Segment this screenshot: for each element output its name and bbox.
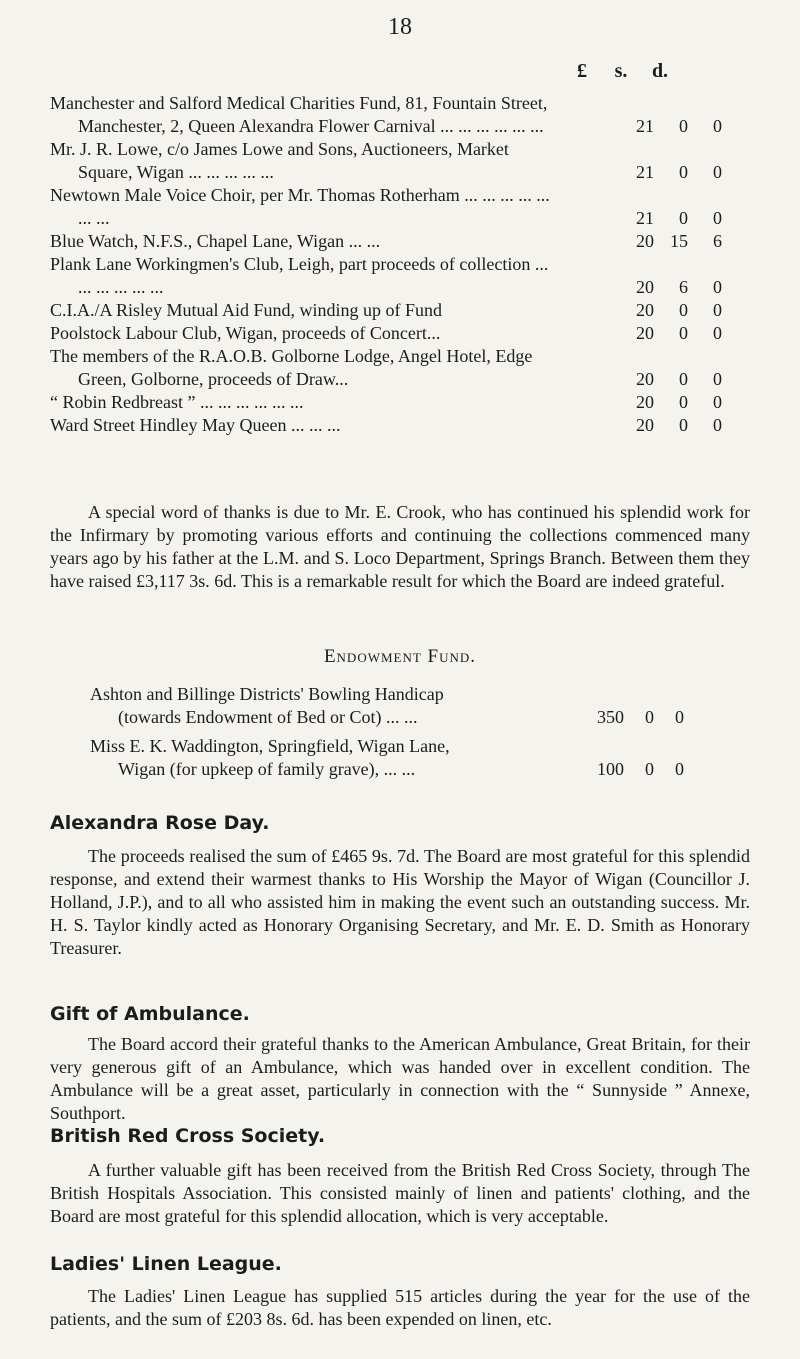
amount-shillings: 0 — [679, 369, 688, 389]
donation-row — [50, 253, 750, 299]
amount-pounds: 20 — [636, 415, 654, 435]
rose-day-paragraph — [50, 845, 750, 960]
endowment-text: Ashton and Billinge Districts' Bowling Handicap (towards Endowment of Bed or Cot) ... ... — [90, 684, 444, 727]
linen-league-text: The Ladies' Linen League has supplied 515 articles during the year for the use of the patients, and the sum of £203 8s. 6d. has been expended on linen, etc. — [50, 1286, 750, 1329]
amount-shillings: 0 — [645, 707, 654, 727]
amount-shillings: 0 — [679, 300, 688, 320]
amount-shillings: 0 — [679, 415, 688, 435]
donation-row — [50, 92, 750, 138]
donation-text: The members of the R.A.O.B. Golborne Lodge, Angel Hotel, Edge Green, Golborne, proceeds of Draw... — [50, 346, 533, 389]
amount-pence: 0 — [713, 392, 722, 412]
donation-row — [50, 345, 750, 391]
endowment-heading: Endowment Fund. — [323, 646, 477, 667]
donation-text: “ Robin Redbreast ” ... ... ... ... ... ... — [50, 392, 304, 412]
ambulance-paragraph — [50, 1033, 750, 1125]
page-number: 18 — [388, 14, 412, 40]
amount-pence: 0 — [675, 707, 684, 727]
amount-shillings: 15 — [670, 231, 688, 251]
amount-pounds: 350 — [597, 707, 624, 727]
donation-text: Manchester and Salford Medical Charities Fund, 81, Fountain Street, Manchester, 2, Queen Alexandra Flower Carnival ... ... ... ... ... ... — [50, 93, 548, 136]
donation-text: C.I.A./A Risley Mutual Aid Fund, winding up of Fund — [50, 300, 443, 320]
red-cross-paragraph — [50, 1159, 750, 1228]
donation-text: Poolstock Labour Club, Wigan, proceeds of Concert... — [50, 323, 441, 343]
amount-pounds: 20 — [636, 369, 654, 389]
donation-row — [50, 322, 750, 345]
donation-text: Ward Street Hindley May Queen ... ... ... — [50, 415, 341, 435]
amount-shillings: 0 — [679, 116, 688, 136]
donation-row — [50, 230, 750, 253]
shillings-header: s. — [614, 60, 628, 82]
donation-text: Plank Lane Workingmen's Club, Leigh, part proceeds of collection ... ... ... ... ... ... — [50, 254, 549, 297]
amount-shillings: 0 — [679, 323, 688, 343]
amount-pence: 0 — [713, 300, 722, 320]
amount-pence: 0 — [713, 323, 722, 343]
amount-pounds: 20 — [636, 323, 654, 343]
pence-header: d. — [651, 60, 669, 82]
endowment-row — [90, 735, 730, 781]
pounds-header: £ — [577, 60, 587, 82]
donation-row — [50, 414, 750, 437]
donation-row — [50, 299, 750, 322]
amount-shillings: 6 — [679, 277, 688, 297]
linen-league-heading: Ladies' Linen League. — [50, 1253, 282, 1275]
amount-shillings: 0 — [679, 208, 688, 228]
currency-header — [564, 60, 704, 83]
ambulance-heading: Gift of Ambulance. — [50, 1003, 250, 1025]
amount-pounds: 20 — [636, 277, 654, 297]
amount-pounds: 20 — [636, 231, 654, 251]
amount-shillings: 0 — [645, 759, 654, 779]
amount-pence: 0 — [713, 162, 722, 182]
amount-pence: 0 — [713, 369, 722, 389]
donation-text: Newtown Male Voice Choir, per Mr. Thomas Rotherham ... ... ... ... ... ... ... — [50, 185, 550, 228]
donation-text: Blue Watch, N.F.S., Chapel Lane, Wigan ... ... — [50, 231, 381, 251]
amount-pence: 6 — [713, 231, 722, 251]
amount-pounds: 100 — [597, 759, 624, 779]
amount-pence: 0 — [713, 116, 722, 136]
ambulance-text: The Board accord their grateful thanks to the American Ambulance, Great Britain, for their very generous gift of an Ambulance, which was handed over in excellent condition. The Ambulance will be a great asset, particularly in connection with the “ Sunnyside ” Annexe, Southport. — [50, 1034, 750, 1123]
amount-pounds: 21 — [636, 162, 654, 182]
amount-pence: 0 — [713, 277, 722, 297]
amount-pence: 0 — [675, 759, 684, 779]
donation-row — [50, 391, 750, 414]
thanks-paragraph — [50, 501, 750, 593]
rose-day-text: The proceeds realised the sum of £465 9s. 7d. The Board are most grateful for this splendid response, and extend their warmest thanks to His Worship the Mayor of Wigan (Councillor J. Holland, J.P.), and to all who assisted him in making the event such an outstanding success. Mr. H. S. Taylor kindly acted as Honorary Organising Secretary, and Mr. E. D. Smith as Honorary Treasurer. — [50, 846, 750, 958]
amount-pence: 0 — [713, 208, 722, 228]
endowment-list — [90, 683, 730, 787]
donation-row — [50, 184, 750, 230]
amount-shillings: 0 — [679, 392, 688, 412]
donation-text: Mr. J. R. Lowe, c/o James Lowe and Sons, Auctioneers, Market Square, Wigan ... ... ... ... ... — [50, 139, 509, 182]
rose-day-heading: Alexandra Rose Day. — [50, 812, 270, 834]
amount-pounds: 20 — [636, 300, 654, 320]
amount-pounds: 21 — [636, 208, 654, 228]
amount-pence: 0 — [713, 415, 722, 435]
amount-pounds: 20 — [636, 392, 654, 412]
amount-shillings: 0 — [679, 162, 688, 182]
thanks-text: A special word of thanks is due to Mr. E. Crook, who has continued his splendid work for the Infirmary by promoting various efforts and continuing the collections commenced many years ago by his father at the L.M. and S. Loco Department, Springs Branch. Between them they have raised £3,117 3s. 6d. This is a remarkable result for which the Board are indeed grateful. — [50, 502, 750, 591]
donation-row — [50, 138, 750, 184]
endowment-text: Miss E. K. Waddington, Springfield, Wigan Lane, Wigan (for upkeep of family grave), ... ... — [90, 736, 450, 779]
red-cross-heading: British Red Cross Society. — [50, 1125, 326, 1147]
donations-list — [50, 92, 750, 437]
linen-league-paragraph — [50, 1285, 750, 1331]
red-cross-text: A further valuable gift has been received from the British Red Cross Society, through The British Hospitals Association. This consisted mainly of linen and patients' clothing, and the Board are most grateful for this splendid allocation, which is very acceptable. — [50, 1160, 750, 1226]
amount-pounds: 21 — [636, 116, 654, 136]
endowment-row — [90, 683, 730, 729]
